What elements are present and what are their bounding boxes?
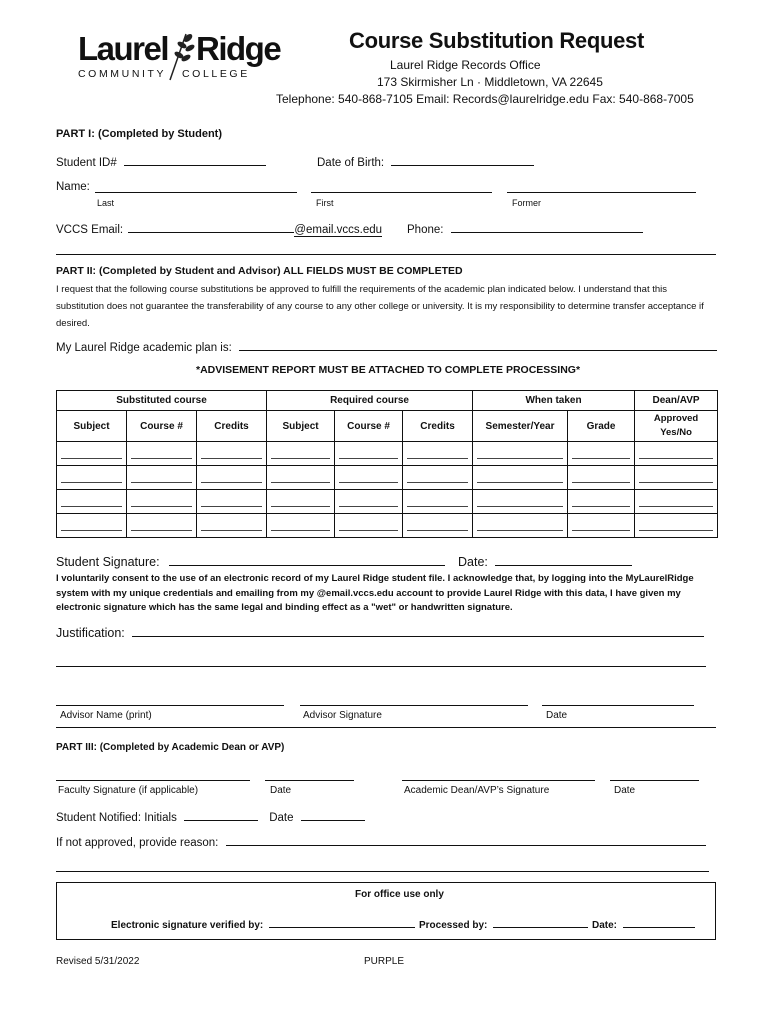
student-id-label: Student ID# <box>56 157 117 169</box>
former-name-field[interactable] <box>507 182 696 193</box>
faculty-date-caption: Date <box>270 785 292 796</box>
last-name-field[interactable] <box>95 182 297 193</box>
table-cell[interactable] <box>127 490 197 514</box>
table-row <box>57 514 718 538</box>
processed-row <box>419 917 588 931</box>
table-cell[interactable] <box>197 514 267 538</box>
part2-intro: I request that the following course substitutions be approved to fulfill the requirements of the academic plan indicated below. I understand that this substitution does not guarantee the transferability of any course to any other college or university. It is my responsibility to determine transfer acceptance if desired. <box>56 284 704 329</box>
justification-row <box>56 626 704 640</box>
plan-field[interactable] <box>239 340 717 351</box>
table-cell[interactable] <box>568 466 635 490</box>
table-cell[interactable] <box>57 514 127 538</box>
student-notified-row <box>56 810 365 824</box>
dean-date-caption: Date <box>614 785 636 796</box>
table-cell[interactable] <box>267 442 335 466</box>
group-dean-avp: Dean/AVP <box>635 391 718 411</box>
former-caption: Former <box>512 198 541 208</box>
email-label: VCCS Email: <box>56 224 124 236</box>
table-cell[interactable] <box>473 514 568 538</box>
table-cell[interactable] <box>57 466 127 490</box>
col-grade: Grade <box>568 411 635 442</box>
last-caption: Last <box>97 198 115 208</box>
table-cell[interactable] <box>267 514 335 538</box>
table-cell[interactable] <box>197 466 267 490</box>
form-color: PURPLE <box>364 956 405 967</box>
office-use-box <box>56 882 716 940</box>
table-row <box>57 490 718 514</box>
part3-heading: PART III: (Completed by Academic Dean or AVP) <box>56 742 285 753</box>
group-required: Required course <box>267 391 473 411</box>
records-office: Laurel Ridge Records Office <box>390 58 541 72</box>
justification-line-2[interactable] <box>56 656 706 667</box>
dob-label: Date of Birth: <box>317 157 385 169</box>
table-cell[interactable] <box>635 514 718 538</box>
office-use-title: For office use only <box>355 889 444 900</box>
esig-field[interactable] <box>269 917 415 928</box>
group-when-taken: When taken <box>473 391 635 411</box>
advisor-name-field[interactable] <box>56 695 284 706</box>
table-cell[interactable] <box>403 442 473 466</box>
dean-date-field[interactable] <box>610 770 699 781</box>
table-cell[interactable] <box>568 514 635 538</box>
course-table <box>56 390 717 538</box>
student-date-field[interactable] <box>495 555 632 566</box>
col-sub-course: Course # <box>127 411 197 442</box>
table-row <box>57 442 718 466</box>
justification-field[interactable] <box>132 626 704 637</box>
faculty-signature-field[interactable] <box>56 770 250 781</box>
student-date-label: Date: <box>458 555 488 569</box>
dean-signature-field[interactable] <box>402 770 595 781</box>
office-address: 173 Skirmisher Ln · Middletown, VA 22645 <box>377 75 603 89</box>
email-field[interactable] <box>128 222 294 233</box>
email-row <box>56 222 382 236</box>
table-cell[interactable] <box>197 490 267 514</box>
table-cell[interactable] <box>473 490 568 514</box>
reason-field[interactable] <box>226 835 706 846</box>
plan-label: My Laurel Ridge academic plan is: <box>56 342 232 354</box>
notified-date-label: Date <box>269 812 294 824</box>
col-approved: Approved Yes/No <box>635 411 718 442</box>
dob-row <box>317 155 534 169</box>
student-date-row <box>458 555 632 569</box>
table-cell[interactable] <box>127 442 197 466</box>
table-cell[interactable] <box>267 466 335 490</box>
table-cell[interactable] <box>127 514 197 538</box>
student-signature-row <box>56 555 445 569</box>
first-name-field[interactable] <box>311 182 492 193</box>
phone-field[interactable] <box>451 222 643 233</box>
advisor-name-caption: Advisor Name (print) <box>60 710 152 721</box>
office-date-row <box>592 917 695 931</box>
table-cell[interactable] <box>267 490 335 514</box>
table-cell[interactable] <box>197 442 267 466</box>
dean-signature-caption: Academic Dean/AVP’s Signature <box>404 785 550 796</box>
revised-date: Revised 5/31/2022 <box>56 956 140 967</box>
table-cell[interactable] <box>568 490 635 514</box>
phone-row <box>407 222 643 236</box>
office-date-field[interactable] <box>623 917 695 928</box>
table-cell[interactable] <box>473 466 568 490</box>
table-cell[interactable] <box>403 514 473 538</box>
advisor-date-caption: Date <box>546 710 568 721</box>
college-logo <box>78 30 298 82</box>
student-id-field[interactable] <box>124 155 266 166</box>
group-substituted: Substituted course <box>57 391 267 411</box>
logo-sub-2: COLLEGE <box>182 68 250 80</box>
table-cell[interactable] <box>568 442 635 466</box>
advisor-signature-field[interactable] <box>300 695 528 706</box>
table-cell[interactable] <box>335 490 403 514</box>
dob-field[interactable] <box>391 155 534 166</box>
name-label: Name: <box>56 181 90 193</box>
form-title: Course Substitution Request <box>349 28 645 53</box>
student-id-row <box>56 155 266 169</box>
part1-heading: PART I: (Completed by Student) <box>56 128 223 140</box>
initials-field[interactable] <box>184 810 258 821</box>
reason-row <box>56 835 706 849</box>
student-notified-label: Student Notified: Initials <box>56 812 177 824</box>
logo-sub-1: COMMUNITY <box>78 68 167 80</box>
table-cell[interactable] <box>635 490 718 514</box>
reason-line-2[interactable] <box>56 861 709 872</box>
student-signature-label: Student Signature: <box>56 555 160 569</box>
col-req-course: Course # <box>335 411 403 442</box>
table-cell[interactable] <box>635 466 718 490</box>
logo-name-2: Ridge <box>196 30 281 67</box>
table-cell[interactable] <box>403 490 473 514</box>
divider-2 <box>56 727 716 728</box>
table-cell[interactable] <box>57 490 127 514</box>
processed-label: Processed by: <box>419 920 488 931</box>
table-cell[interactable] <box>635 442 718 466</box>
table-cell[interactable] <box>473 442 568 466</box>
justification-label: Justification: <box>56 626 125 640</box>
plan-row <box>56 340 717 354</box>
esig-row <box>111 917 415 931</box>
table-cell[interactable] <box>335 442 403 466</box>
faculty-signature-caption: Faculty Signature (if applicable) <box>58 785 199 796</box>
table-cell[interactable] <box>127 466 197 490</box>
reason-label: If not approved, provide reason: <box>56 837 219 849</box>
faculty-date-field[interactable] <box>265 770 354 781</box>
table-cell[interactable] <box>335 514 403 538</box>
phone-label: Phone: <box>407 224 444 236</box>
col-sub-subject: Subject <box>57 411 127 442</box>
office-date-label: Date: <box>592 920 618 931</box>
divider-1 <box>56 254 716 255</box>
advisor-date-field[interactable] <box>542 695 694 706</box>
processed-field[interactable] <box>493 917 588 928</box>
email-domain: @email.vccs.edu <box>294 224 383 236</box>
advisor-signature-caption: Advisor Signature <box>303 710 382 721</box>
col-sub-credits: Credits <box>197 411 267 442</box>
col-req-subject: Subject <box>267 411 335 442</box>
col-semester-year: Semester/Year <box>473 411 568 442</box>
table-cell[interactable] <box>57 442 127 466</box>
office-contact: Telephone: 540-868-7105 Email: Records@laurelridge.edu Fax: 540-868-7005 <box>276 92 694 106</box>
col-req-credits: Credits <box>403 411 473 442</box>
advisement-note: *ADVISEMENT REPORT MUST BE ATTACHED TO COMPLETE PROCESSING* <box>196 364 581 376</box>
table-cell[interactable] <box>335 466 403 490</box>
table-cell[interactable] <box>403 466 473 490</box>
consent-text: I voluntarily consent to the use of an electronic record of my Laurel Ridge student file. I acknowledge that, by logging into the MyLaurelRidge system with my unique credentials and emailing from my @email.vccs.edu account to provide Laurel Ridge with this data, I have given my electronic signature which has the same legal and binding effect as a "wet" or handwritten signature. <box>56 573 694 613</box>
student-signature-field[interactable] <box>169 555 445 566</box>
table-row <box>57 466 718 490</box>
logo-name-1: Laurel <box>78 30 169 67</box>
first-caption: First <box>316 198 334 208</box>
esig-label: Electronic signature verified by: <box>111 920 264 931</box>
notified-date-field[interactable] <box>301 810 365 821</box>
part2-heading: PART II: (Completed by Student and Advisor) ALL FIELDS MUST BE COMPLETED <box>56 265 463 277</box>
